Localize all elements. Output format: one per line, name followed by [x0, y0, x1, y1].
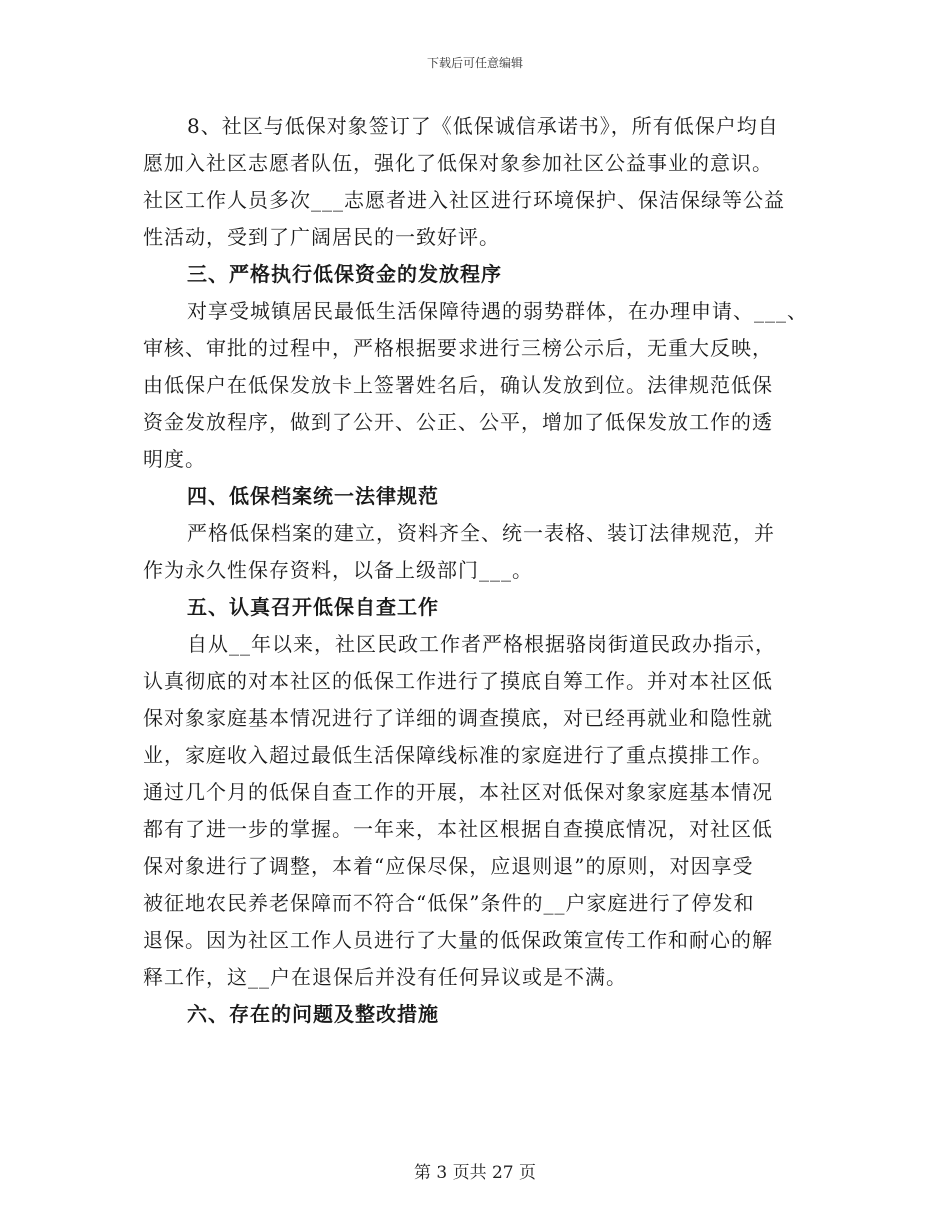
paragraph-line: 被征地农民养老保障而不符合“低保”条件的__户家庭进行了停发和 [143, 891, 755, 915]
paragraph-line: 明度。 [143, 447, 206, 471]
paragraph-line: 保对象家庭基本情况进行了详细的调查摸底，对已经再就业和隐性就 [143, 706, 773, 730]
section-heading: 四、低保档案统一法律规范 [187, 484, 439, 508]
section-heading: 五、认真召开低保自查工作 [187, 595, 439, 619]
paragraph-line: 作为永久性保存资料，以备上级部门___。 [143, 558, 533, 582]
paragraph-line: 由低保户在低保发放卡上签署姓名后，确认发放到位。法律规范低保 [143, 373, 773, 397]
paragraph-line: 社区工作人员多次___志愿者进入社区进行环境保护、保洁保绿等公益 [143, 188, 785, 212]
page-header: 下载后可任意编辑 [426, 56, 523, 70]
paragraph-line: 自从__年以来，社区民政工作者严格根据骆岗街道民政办指示， [187, 632, 776, 656]
paragraph-line: 认真彻底的对本社区的低保工作进行了摸底自筹工作。并对本社区低 [143, 669, 773, 693]
paragraph-line: 8、社区与低保对象签订了《低保诚信承诺书》，所有低保户均自 [187, 114, 779, 138]
paragraph-line: 业，家庭收入超过最低生活保障线标准的家庭进行了重点摸排工作。 [143, 743, 773, 767]
page-footer: 第 3 页共 27 页 [413, 1163, 537, 1183]
paragraph-line: 释工作，这__户在退保后并没有任何异议或是不满。 [143, 965, 627, 989]
section-heading: 六、存在的问题及整改措施 [187, 1002, 439, 1026]
paragraph-line: 愿加入社区志愿者队伍，强化了低保对象参加社区公益事业的意识。 [143, 151, 773, 175]
paragraph-line: 对享受城镇居民最低生活保障待遇的弱势群体，在办理申请、___、 [187, 299, 808, 323]
paragraph-line: 保对象进行了调整，本着“应保尽保，应退则退”的原则，对因享受 [143, 854, 754, 878]
text-lines [143, 108, 823, 1033]
paragraph-line: 性活动，受到了广阔居民的一致好评。 [143, 225, 500, 249]
paragraph-line: 资金发放程序，做到了公开、公正、公平，增加了低保发放工作的透 [143, 410, 773, 434]
paragraph-line: 通过几个月的低保自查工作的开展，本社区对低保对象家庭基本情况 [143, 780, 773, 804]
document-body [143, 108, 823, 1033]
section-heading: 三、严格执行低保资金的发放程序 [187, 262, 502, 286]
paragraph-line: 审核、审批的过程中，严格根据要求进行三榜公示后，无重大反映， [143, 336, 773, 360]
paragraph-line: 退保。因为社区工作人员进行了大量的低保政策宣传工作和耐心的解 [143, 928, 773, 952]
paragraph-line: 严格低保档案的建立，资料齐全、统一表格、装订法律规范，并 [187, 521, 775, 545]
paragraph-line: 都有了进一步的掌握。一年来，本社区根据自查摸底情况，对社区低 [143, 817, 773, 841]
